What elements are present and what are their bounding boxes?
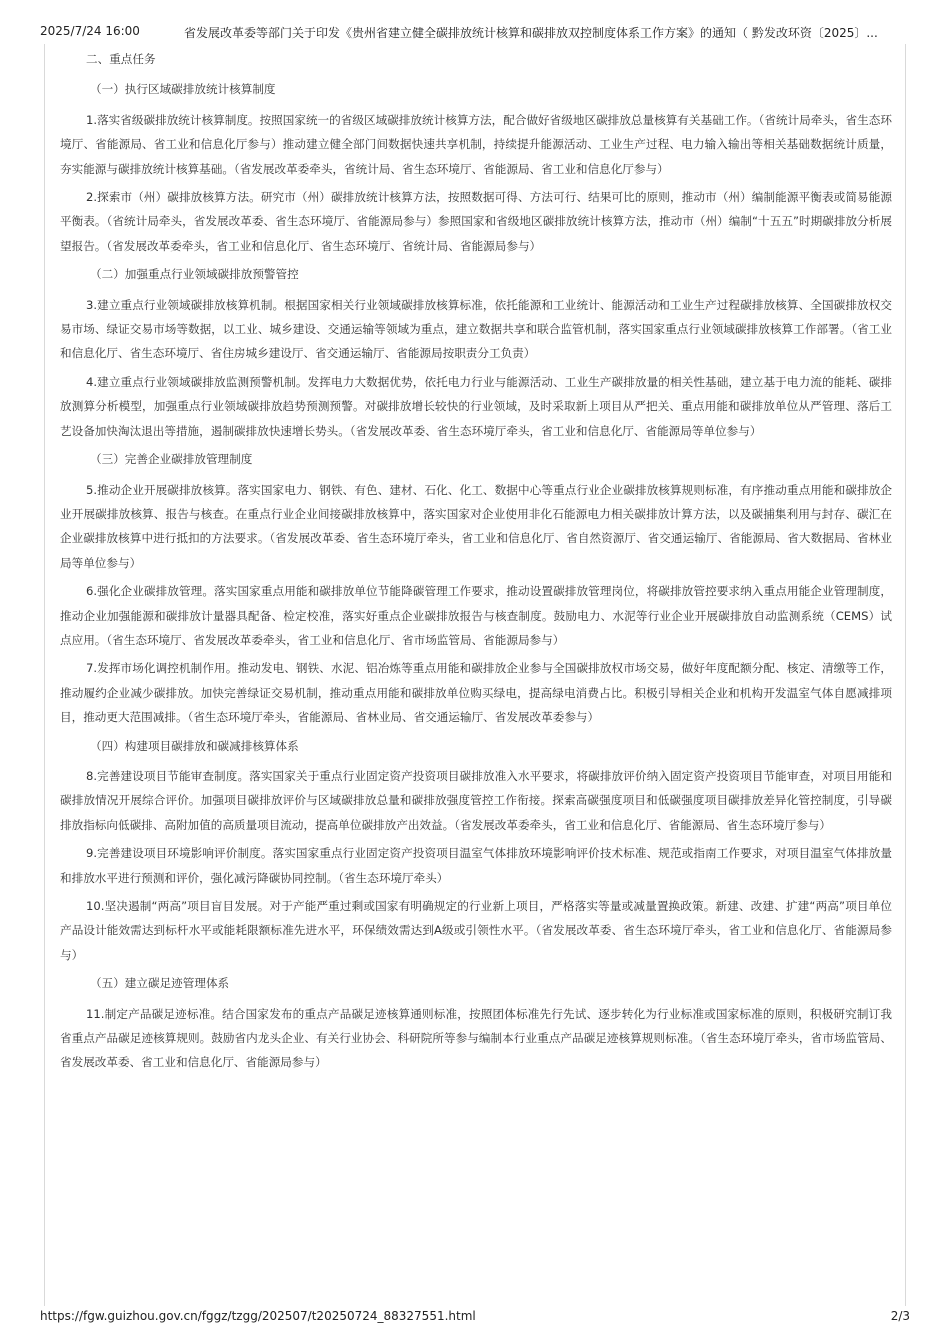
print-date: 2025/7/24 16:00: [40, 24, 140, 38]
paragraph: 9.完善建设项目环境影响评价制度。落实国家重点行业固定资产投资项目温室气体排放环境影响评价技术标准、规范或指南工作要求，对项目温室气体排放量和排放水平进行预测和评价，强化减污降碳协同控制。（省生态环境厅牵头）: [60, 846, 892, 885]
section-heading: 二、重点任务: [86, 52, 156, 66]
page-url: https://fgw.guizhou.gov.cn/fggz/tzgg/202507/t20250724_88327551.html: [40, 1309, 476, 1323]
paragraph: 8.完善建设项目节能审查制度。落实国家关于重点行业固定资产投资项目碳排放准入水平要求，将碳排放评价纳入固定资产投资项目节能审查，对项目用能和碳排放情况开展综合评价。加强项目碳排放评价与区域碳排放总量和碳排放强度管控工作衔接。探索高碳强度项目和低碳强度项目碳排放差异化管控制度，引导碳排放指标向低碳排、高附加值的高质量项目流动，提高单位碳排放产出效益。（省发展改革委牵头，省工业和信息化厅、省能源局、省生态环境厅参与）: [60, 768, 892, 832]
subsection-heading: （四）构建项目碳排放和碳减排核算体系: [90, 738, 299, 753]
paragraph: 6.强化企业碳排放管理。落实国家重点用能和碳排放单位节能降碳管理工作要求，推动设置碳排放管理岗位，将碳排放管控要求纳入重点用能企业管理制度，推动企业加强能源和碳排放计量器具配备、检定校准，落实好重点企业碳排放报告与核查制度。鼓励电力、水泥等行业企业开展碳排放自动监测系统（CEMS）试点应用。（省生态环境厅、省发展改革委牵头，省工业和信息化厅、省市场监管局、省能源局参与）: [60, 584, 892, 647]
subsection-heading: （二）加强重点行业领域碳排放预警管控: [90, 267, 299, 282]
subsection-heading: （一）执行区域碳排放统计核算制度: [90, 82, 276, 97]
document-title: 省发展改革委等部门关于印发《贵州省建立健全碳排放统计核算和碳排放双控制度体系工作方案》的通知（ 黔发改环资〔2025〕...: [184, 26, 878, 40]
paragraph: 11.制定产品碳足迹标准。结合国家发布的重点产品碳足迹核算通则标准，按照团体标准先行先试、逐步转化为行业标准或国家标准的原则，积极研究制订我省重点产品碳足迹核算规则。鼓励省内龙头企业、有关行业协会、科研院所等参与编制本行业重点产品碳足迹核算规则标准。（省生态环境厅牵头，省市场监管局、省发展改革委、省工业和信息化厅、省能源局参与）: [60, 1006, 892, 1070]
paragraph: 2.探索市（州）碳排放核算方法。研究市（州）碳排放统计核算方法，按照数据可得、方法可行、结果可比的原则，推动市（州）编制能源平衡表或简易能源平衡表。（省统计局牵头，省发展改革委、省生态环境厅、省能源局参与）参照国家和省级地区碳排放统计核算方法，推动市（州）编制“十五五”时期碳排放分析展望报告。（省发展改革委牵头，省工业和信息化厅、省生态环境厅、省统计局、省能源局参与）: [60, 190, 892, 253]
subsection-heading: （三）完善企业碳排放管理制度: [90, 452, 253, 467]
page-number: 2/3: [890, 1309, 910, 1323]
paragraph: 7.发挥市场化调控机制作用。推动发电、钢铁、水泥、铝冶炼等重点用能和碳排放企业参与全国碳排放权市场交易，做好年度配额分配、核定、清缴等工作，推动履约企业减少碳排放。加快完善绿证交易机制，推动重点用能和碳排放单位购买绿电，提高绿电消费占比。积极引导相关企业和机构开发温室气体自愿减排项目，推动更大范围减排。（省生态环境厅牵头，省能源局、省林业局、省交通运输厅、省发展改革委参与）: [60, 661, 892, 725]
paragraph: 3.建立重点行业领域碳排放核算机制。根据国家相关行业领域碳排放核算标准，依托能源和工业统计、能源活动和工业生产过程碳排放核算、全国碳排放权交易市场、绿证交易市场等数据，以工业、城乡建设、交通运输等领域为重点，建立数据共享和联合监管机制，落实国家重点行业领域碳排放核算工作部署。（省工业和信息化厅、省生态环境厅、省住房城乡建设厅、省交通运输厅、省能源局按职责分工负责）: [60, 297, 892, 361]
paragraph: 5.推动企业开展碳排放核算。落实国家电力、钢铁、有色、建材、石化、化工、数据中心等重点行业企业碳排放核算规则标准，有序推动重点用能和碳排放企业开展碳排放核算、报告与核查。在重点行业企业间接碳排放核算中，落实国家对企业使用非化石能源电力相关碳排放计算方法，以及碳捕集利用与封存、碳汇在企业碳排放核算中进行抵扣的方法要求。（省发展改革委、省生态环境厅牵头，省工业和信息化厅、省自然资源厅、省交通运输厅、省能源局、省大数据局、省林业局等单位参与）: [60, 482, 892, 570]
paragraph: 1.落实省级碳排放统计核算制度。按照国家统一的省级区域碳排放统计核算方法，配合做好省级地区碳排放总量核算有关基础工作。（省统计局牵头，省生态环境厅、省能源局、省工业和信息化厅参与）推动建立健全部门间数据快速共享机制，持续提升能源活动、工业生产过程、电力输入输出等相关基础数据统计质量，夯实能源与碳排放统计核算基础。（省发展改革委牵头，省统计局、省生态环境厅、省能源局、省工业和信息化厅参与）: [60, 112, 892, 176]
paragraph: 4.建立重点行业领域碳排放监测预警机制。发挥电力大数据优势，依托电力行业与能源活动、工业生产碳排放量的相关性基础，建立基于电力流的能耗、碳排放测算分析模型，加强重点行业领域碳排放趋势预测预警。对碳排放增长较快的行业领域，及时采取新上项目从严把关、重点用能和碳排放单位从严管理、落后工艺设备加快淘汰退出等措施，遏制碳排放快速增长势头。（省发展改革委、省生态环境厅牵头，省工业和信息化厅、省能源局等单位参与）: [60, 374, 892, 438]
article-body: [60, 47, 892, 1079]
subsection-heading: （五）建立碳足迹管理体系: [90, 976, 230, 991]
paragraph: 10.坚决遏制“两高”项目盲目发展。对于产能严重过剩或国家有明确规定的行业新上项目，严格落实等量或减量置换政策。新建、改建、扩建“两高”项目单位产品设计能效需达到标杆水平或能耗限额标准先进水平，环保绩效需达到A级或引领性水平。（省发展改革委、省生态环境厅牵头，省工业和信息化厅、省能源局参与）: [60, 899, 892, 962]
